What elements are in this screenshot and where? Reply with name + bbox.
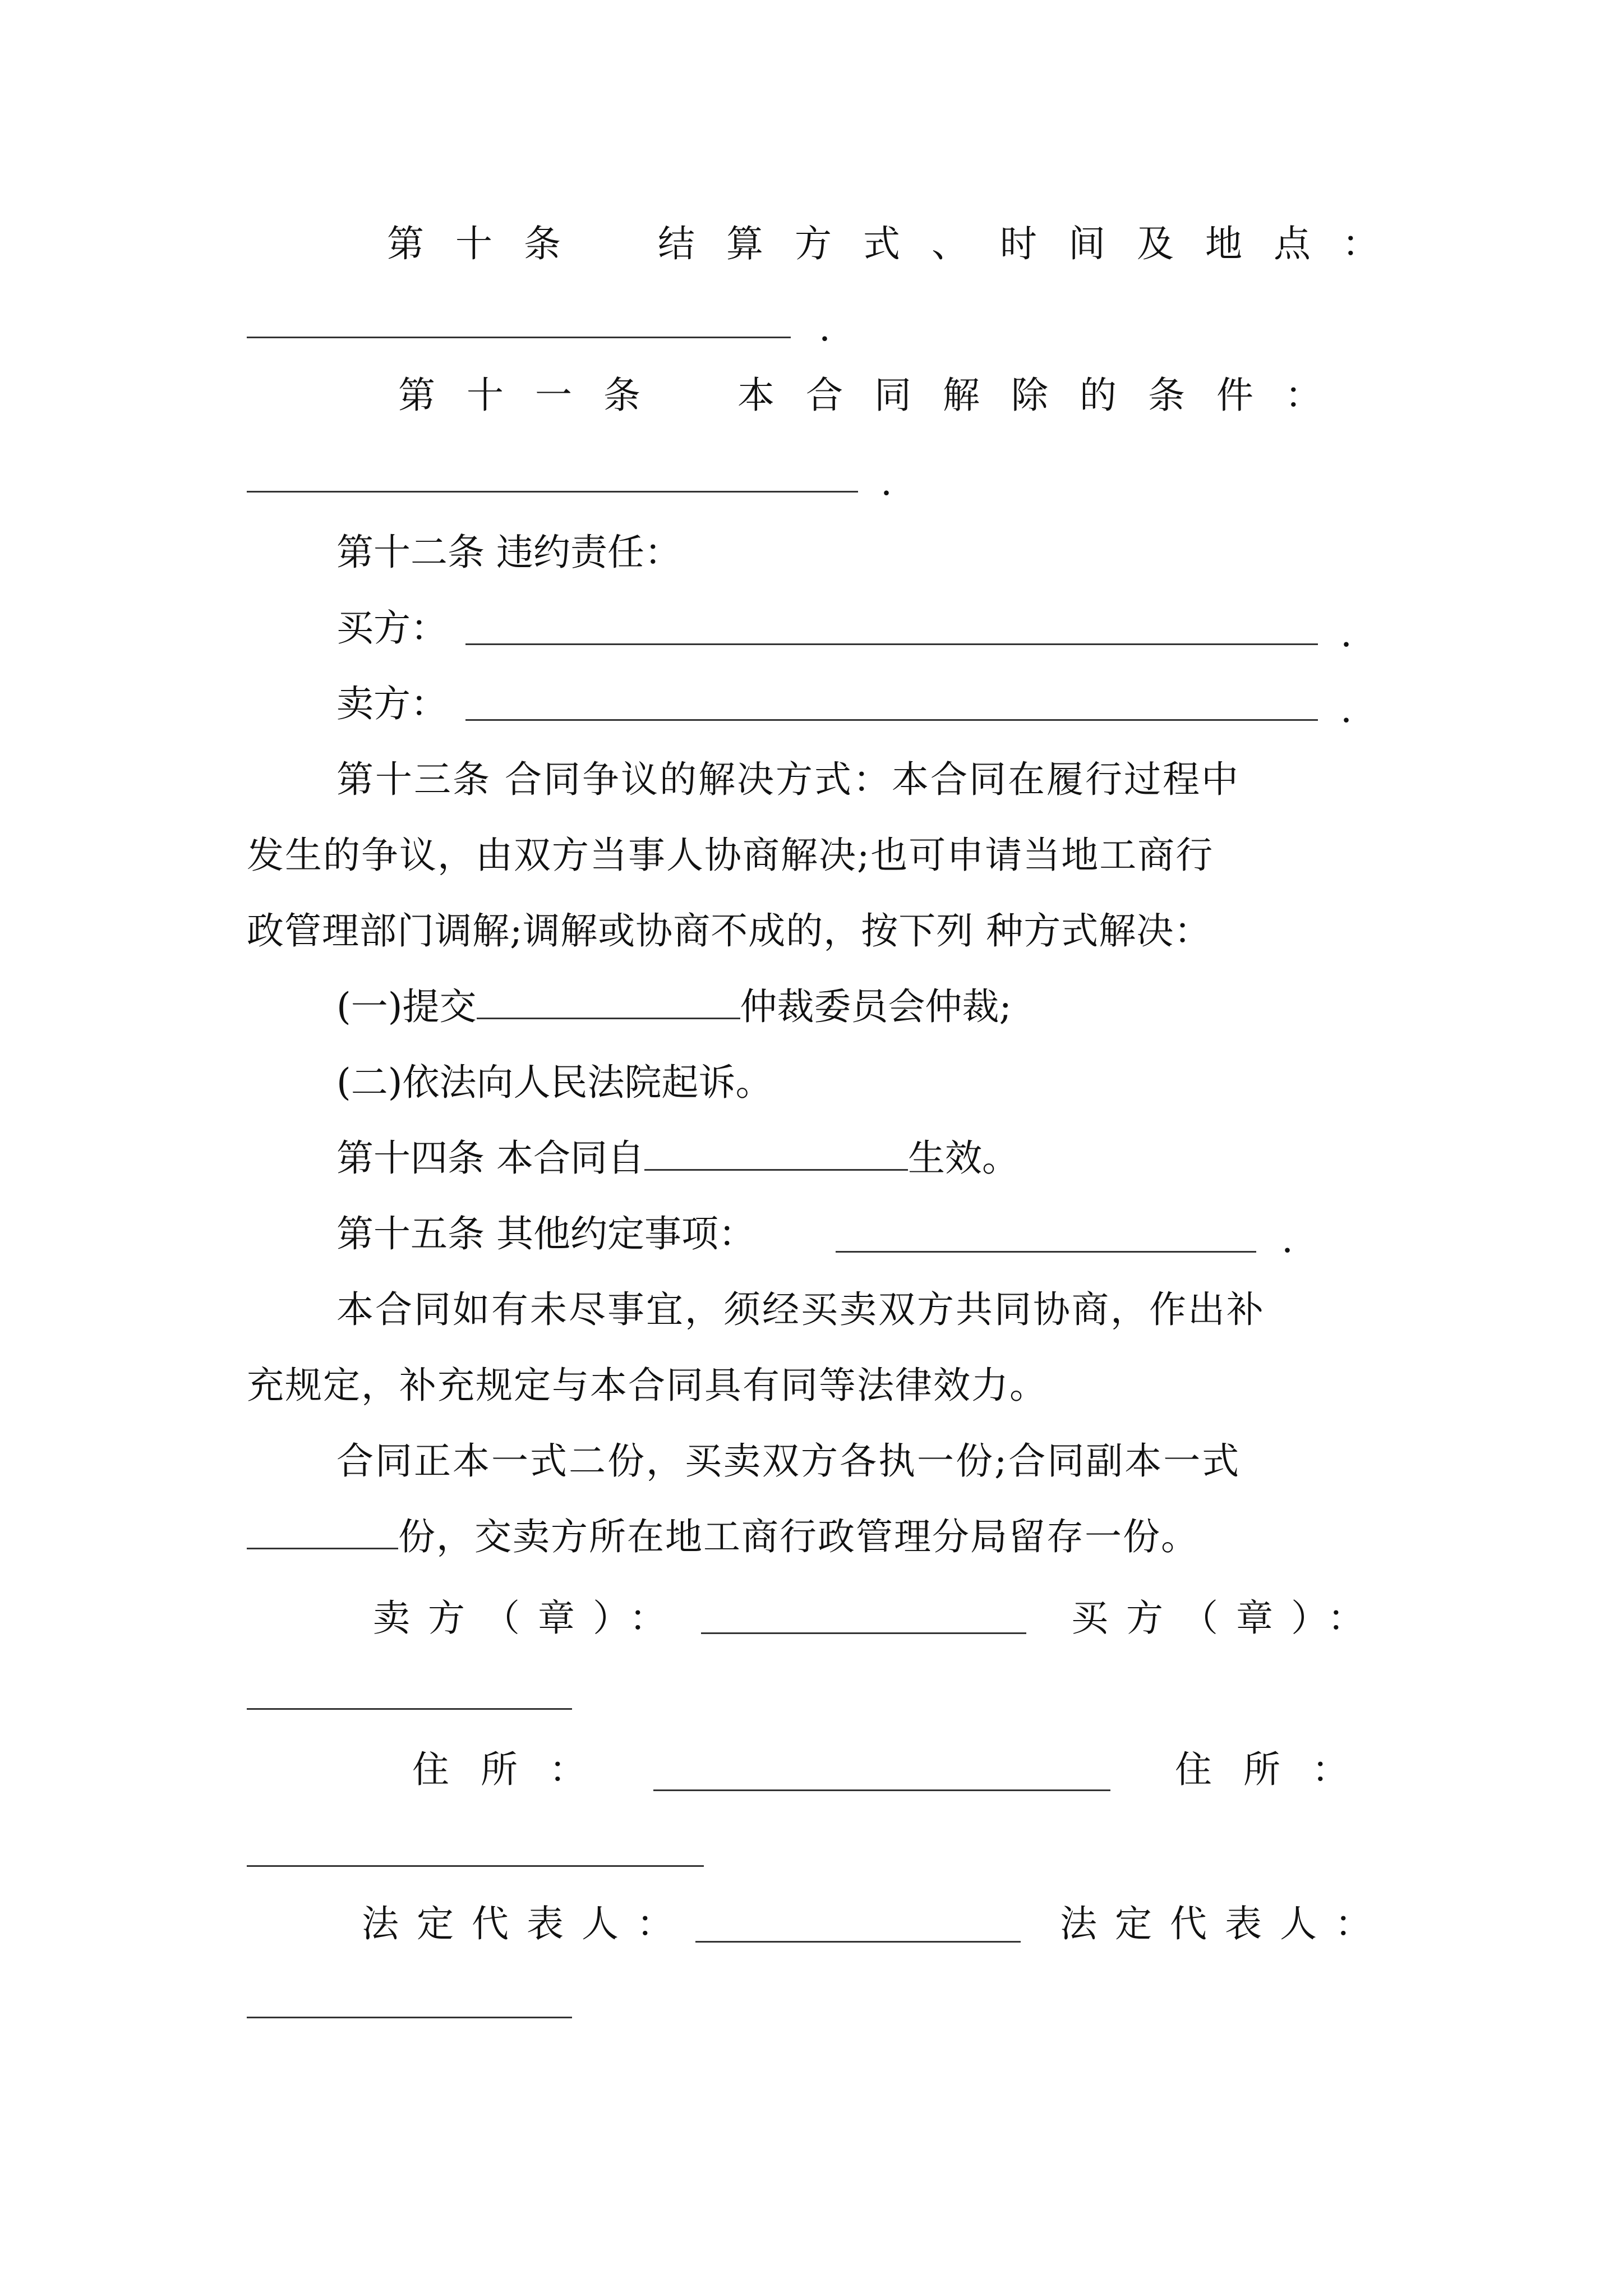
- buyer-liability-end: .: [1340, 612, 1352, 655]
- article-10-label: 第十条: [387, 222, 592, 265]
- article-11-title: 本合同解除的条件：: [737, 374, 1353, 417]
- article-13-option-2: (二)依法向人民法院起诉。: [336, 1061, 773, 1104]
- article-14-suffix: 生效。: [907, 1137, 1019, 1180]
- article-14: [336, 1133, 1019, 1184]
- article-14-prefix: 第十四条 本合同自: [336, 1137, 644, 1180]
- copies-count-blank[interactable]: [247, 1513, 398, 1549]
- supplement-line-2: 充规定，补充规定与本合同具有同等法律效力。: [247, 1364, 1048, 1407]
- article-12-buyer-row: [336, 603, 448, 654]
- copies-line-1: 合同正本一式二份，买卖双方各执一份;合同副本一式: [336, 1439, 1241, 1483]
- article-13-option-1: [336, 982, 1012, 1032]
- article-10-end: .: [819, 306, 831, 349]
- article-15-prefix: 第十五条 其他约定事项：: [336, 1212, 755, 1255]
- seller-liability-blank[interactable]: [465, 719, 1318, 721]
- copies-line-2-suffix: 份，交卖方所在地工商行政管理分局留存一份。: [398, 1515, 1199, 1558]
- effective-date-blank[interactable]: [644, 1134, 908, 1171]
- article-13-line-1: 第十三条 合同争议的解决方式：本合同在履行过程中: [336, 758, 1240, 801]
- article-10-heading: [387, 219, 1410, 269]
- other-terms-blank[interactable]: [836, 1251, 1256, 1253]
- seller-liability-end: .: [1340, 688, 1352, 731]
- article-11-heading: [398, 370, 1353, 421]
- seller-label: 卖方：: [336, 682, 448, 725]
- seller-seal-label: 卖方（章）：: [373, 1596, 684, 1640]
- article-11-label: 第十一条: [398, 374, 672, 417]
- buyer-address-blank[interactable]: [247, 1865, 704, 1867]
- buyer-seal-blank[interactable]: [247, 1708, 572, 1710]
- article-12-seller-row: [336, 679, 448, 729]
- seller-legal-rep-blank[interactable]: [695, 1941, 1021, 1943]
- article-11-blank[interactable]: [247, 491, 858, 493]
- buyer-liability-blank[interactable]: [465, 643, 1318, 645]
- article-11-end: .: [880, 461, 892, 504]
- seller-legal-rep-label: 法定代表人：: [362, 1902, 691, 1945]
- buyer-seal-label: 买方（章）：: [1071, 1596, 1382, 1640]
- article-15: [336, 1209, 755, 1259]
- seller-address-label: 住所：: [412, 1748, 617, 1791]
- arbitration-committee-blank[interactable]: [477, 983, 740, 1019]
- copies-line-2: [247, 1512, 1199, 1562]
- article-10-title: 结算方式、时间及地点：: [657, 222, 1410, 265]
- article-13-line-3: 政管理部门调解;调解或协商不成的，按下列 种方式解决：: [247, 909, 1212, 953]
- buyer-address-label: 住所：: [1175, 1748, 1380, 1791]
- buyer-label: 买方：: [336, 606, 448, 650]
- buyer-legal-rep-label: 法定代表人：: [1060, 1902, 1390, 1945]
- article-13-line-2: 发生的争议，由双方当事人协商解决;也可申请当地工商行: [247, 834, 1214, 877]
- article-15-end: .: [1281, 1218, 1293, 1261]
- article-10-blank[interactable]: [247, 337, 791, 338]
- supplement-line-1: 本合同如有未尽事宜，须经买卖双方共同协商，作出补: [336, 1288, 1265, 1331]
- option-1-suffix: 仲裁委员会仲裁;: [740, 985, 1012, 1028]
- option-1-prefix: (一)提交: [336, 985, 477, 1028]
- buyer-legal-rep-blank[interactable]: [247, 2017, 572, 2018]
- article-12-heading: 第十二条 违约责任：: [336, 531, 681, 574]
- seller-seal-blank[interactable]: [701, 1632, 1026, 1634]
- seller-address-blank[interactable]: [653, 1789, 1110, 1791]
